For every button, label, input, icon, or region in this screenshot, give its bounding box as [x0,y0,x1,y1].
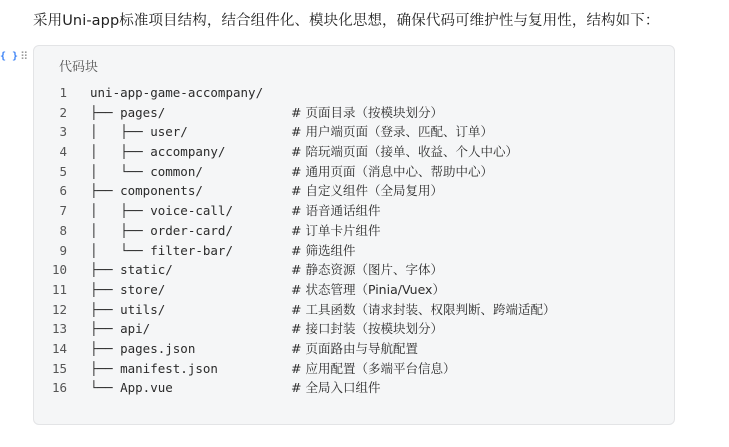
code-text: ├── utils/ [90,301,166,317]
code-line [34,162,674,182]
code-comment: # 用户端页面（登录、匹配、订单） [291,124,493,140]
line-number: 13 [51,321,67,337]
code-line [34,181,674,201]
code-comment: # 全局入口组件 [291,380,381,396]
drag-grip-icon[interactable]: ⠿ [20,49,29,63]
line-number: 1 [59,85,67,100]
line-number: 16 [51,380,67,396]
line-number: 6 [59,183,67,199]
code-text: │ └── common/ [90,163,203,179]
code-text: ├── api/ [90,321,151,337]
code-line [34,122,674,142]
code-text: │ ├── user/ [90,124,188,140]
code-line [34,339,674,359]
code-lines [34,83,674,398]
code-text: ├── pages/ [90,104,166,120]
code-line [34,83,674,103]
code-text: ├── manifest.json [90,360,218,376]
code-text: ├── components/ [90,183,203,199]
code-text: uni-app-game-accompany/ [90,85,264,100]
line-number: 15 [51,360,67,376]
line-number: 14 [51,340,67,356]
code-comment: # 筛选组件 [291,242,356,258]
code-text: │ ├── order-card/ [90,222,233,238]
line-number: 3 [59,124,67,140]
code-comment: # 接口封装（按模块划分） [291,321,443,337]
code-comment: # 工具函数（请求封装、权限判断、跨端适配） [291,301,556,317]
line-number: 9 [59,242,67,258]
intro-paragraph: 采用Uni-app标准项目结构，结合组件化、模块化思想，确保代码可维护性与复用性，结构如下： [33,13,660,29]
code-comment: # 页面目录（按模块划分） [291,104,443,120]
code-comment: # 自定义组件（全局复用） [291,183,443,199]
code-comment: # 订单卡片组件 [291,222,381,238]
code-text: ├── static/ [90,262,173,278]
line-number: 5 [59,163,67,179]
block-handle[interactable] [0,48,28,64]
code-comment: # 状态管理（Pinia/Vuex） [291,281,445,297]
code-block-title: 代码块 [59,60,99,75]
line-number: 12 [51,301,67,317]
code-braces-icon: { } [0,50,19,62]
code-text: ├── pages.json [90,340,196,356]
line-number: 2 [59,104,67,120]
code-comment: # 语音通话组件 [291,203,381,219]
line-number: 4 [59,144,67,160]
code-comment: # 静态资源（图片、字体） [291,262,443,278]
code-line [34,319,674,339]
line-number: 10 [51,262,67,278]
code-comment: # 陪玩端页面（接单、收益、个人中心） [291,144,518,160]
code-line [34,260,674,280]
code-line [34,300,674,320]
code-line [34,103,674,123]
code-comment: # 通用页面（消息中心、帮助中心） [291,163,493,179]
code-text: │ └── filter-bar/ [90,242,233,258]
line-number: 8 [59,222,67,238]
code-line [34,378,674,398]
code-line [34,142,674,162]
code-line [34,359,674,379]
code-comment: # 应用配置（多端平台信息） [291,360,456,376]
code-text: │ ├── accompany/ [90,144,226,160]
line-number: 7 [59,203,67,219]
code-line [34,280,674,300]
code-line [34,201,674,221]
code-text: │ ├── voice-call/ [90,203,233,219]
code-text: └── App.vue [90,380,173,396]
code-block [33,45,675,425]
code-line [34,241,674,261]
code-text: ├── store/ [90,281,166,297]
code-comment: # 页面路由与导航配置 [291,340,418,356]
code-line [34,221,674,241]
line-number: 11 [51,281,67,297]
